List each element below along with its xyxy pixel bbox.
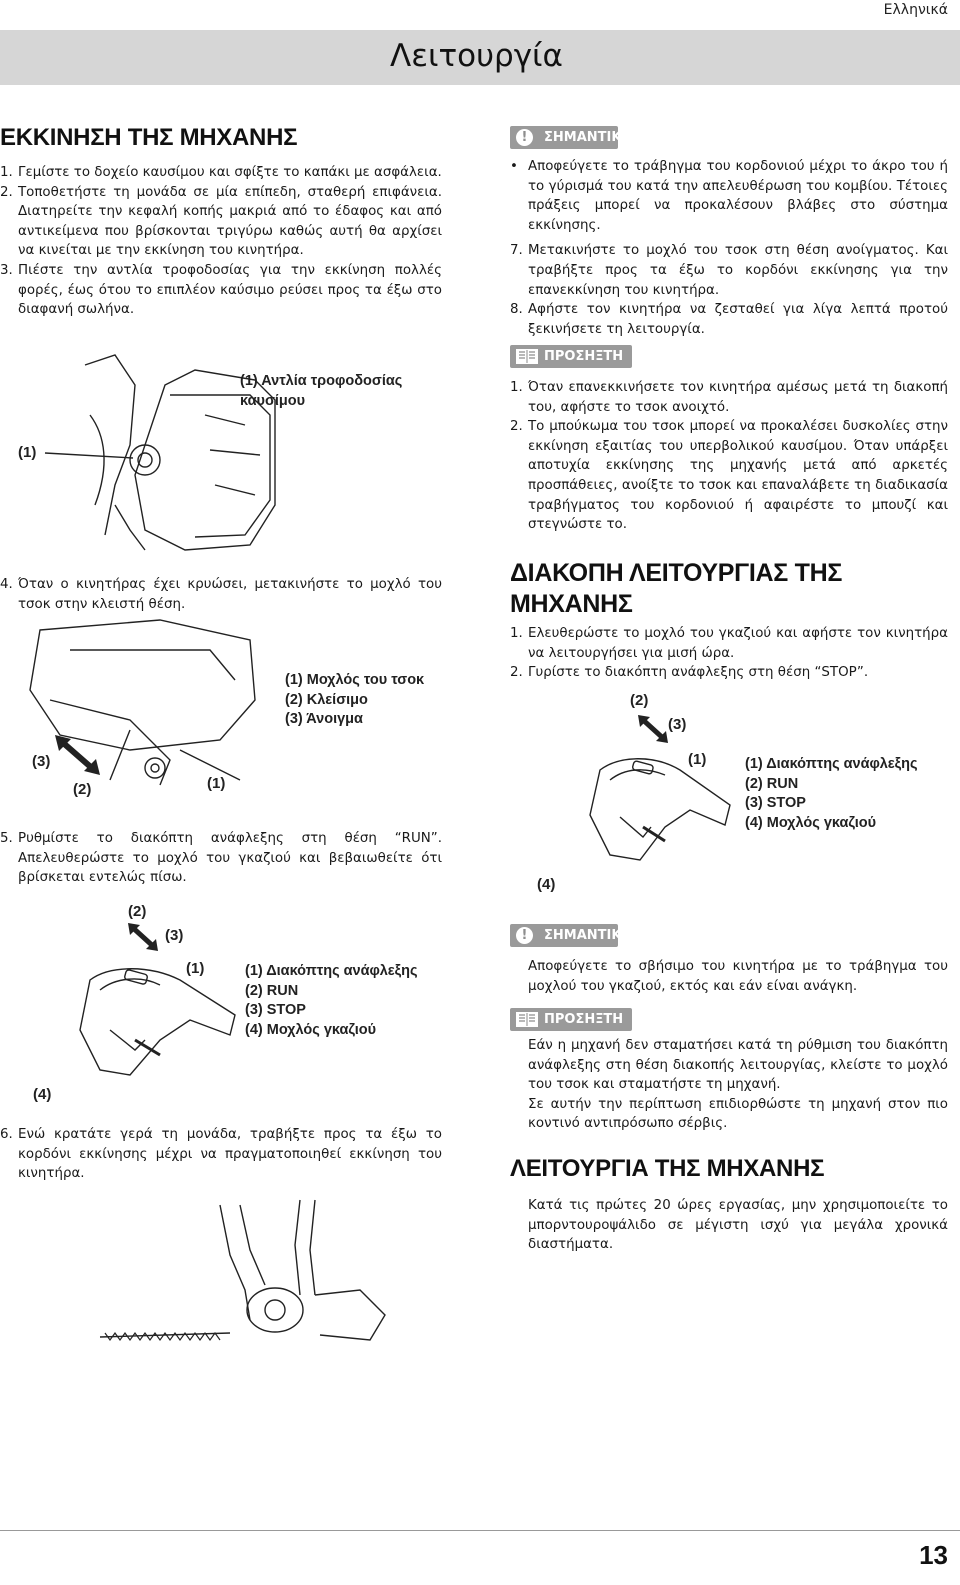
note-book-icon xyxy=(516,349,538,364)
fig2-caption-2: (2) Κλείσιμο xyxy=(285,691,368,708)
fig3-caption-4: (4) Μοχλός γκαζιού xyxy=(245,1021,377,1038)
fig1-marker-1: (1) xyxy=(18,444,37,461)
page-number: 13 xyxy=(919,1540,948,1570)
fig2-marker-3: (3) xyxy=(32,753,51,770)
stop-step-1: 1. Ελευθερώστε το μοχλό του γκαζιού και αφήστε τον κινητήρα να λειτουργήσει για μισή ώρα. xyxy=(510,626,948,661)
important-block-1 xyxy=(510,157,948,339)
step-4: 4. Όταν ο κινητήρας έχει κρυώσει, μετακινήστε το μοχλό του τσοκ στην κλειστή θέση. xyxy=(0,577,442,612)
operation-heading-block xyxy=(510,1155,940,1183)
fig4-caption-4: (4) Μοχλός γκαζιού xyxy=(745,814,877,831)
fig3-caption-2: (2) RUN xyxy=(245,982,299,999)
note-item-2: 2. Το μπούκωμα του τσοκ μπορεί να προκαλέσει δυσκολίες στην εκκίνηση εξαιτίας του υπερβολικού καυσίμου. Όταν υπάρξει αποτυχία εκκίνησης της μηχανής μετά από αρκετές προσπάθειες, ανοίξτε το τσοκ και επαναλάβετε τη διαδικασία τραβήγματος του κορδονιού ή αφαιρέστε το μπουζί και στεγνώστε το. xyxy=(510,419,948,533)
note-badge-2: ΠΡΟΣΗΞΤΗ xyxy=(510,1008,632,1031)
language-label: Ελληνικά xyxy=(883,2,948,18)
fig3-marker-3: (3) xyxy=(165,927,184,944)
fig4-marker-1: (1) xyxy=(688,751,707,768)
note-block-1 xyxy=(510,378,948,535)
fig3-caption-3: (3) STOP xyxy=(245,1002,306,1018)
title-bar xyxy=(0,30,960,85)
fig1-caption: (1) Αντλία τροφοδοσίας καυσίμου xyxy=(240,373,403,409)
open-close-arrow-icon xyxy=(55,735,100,775)
fig2-caption-1: (1) Μοχλός του τσοκ xyxy=(285,672,425,688)
step-4-block xyxy=(0,575,442,614)
step-1: 1. Γεμίστε το δοχείο καυσίμου και σφίξτε το καπάκι με ασφάλεια. xyxy=(0,165,442,180)
step-2: 2. Τοποθετήστε τη μονάδα σε μία επίπεδη, σταθερή επιφάνεια. Διατηρείτε την κεφαλή κοπής μακριά από το έδαφος και από αντικείμενα που βρίσκονται τριγύρω καθώς αυτή θα αρχίσει να κινείται με την εκκίνηση του κινητήρα. xyxy=(0,184,442,259)
fig2-marker-2: (2) xyxy=(73,781,92,798)
step-5-block xyxy=(0,829,442,888)
operation-text: Κατά τις πρώτες 20 ώρες εργασίας, μην χρησιμοποιείτε το μπορντουροψάλιδο σε μέγιστη ισχύ για μεγάλα χρονικά διαστήματα. xyxy=(528,1198,948,1253)
ignition-switch-illustration xyxy=(70,960,240,1080)
note-book-icon xyxy=(516,1012,538,1027)
fig2-marker-1: (1) xyxy=(207,775,226,792)
section-heading-stop-engine: ΔΙΑΚΟΠΗ ΛΕΙΤΟΥΡΓΙΑΣ ΤΗΣ ΜΗΧΑΝΗΣ xyxy=(510,559,843,618)
fig3-caption-1: (1) Διακόπτης ανάφλεξης xyxy=(245,963,418,979)
ignition-switch-illustration-2 xyxy=(585,755,735,865)
stop-steps xyxy=(510,624,948,683)
note-badge-1: ΠΡΟΣΗΞΤΗ xyxy=(510,345,632,368)
step-6: 6. Ενώ κρατάτε γερά τη μονάδα, τραβήξτε προς τα έξω το κορδόνι εκκίνησης μέχρι να πραγματοποιηθεί εκκίνηση του κινητήρα. xyxy=(0,1127,442,1182)
step-5: 5. Ρυθμίστε το διακόπτη ανάφλεξης στη θέση “RUN”. Απελευθερώστε το μοχλό του γκαζιού και βεβαιωθείτε ότι βρίσκεται εντελώς πίσω. xyxy=(0,831,442,886)
fig4-marker-3: (3) xyxy=(668,716,687,733)
note-text-2a: Εάν η μηχανή δεν σταματήσει κατά τη ρύθμιση του διακόπτη ανάφλεξης στη θέση διακοπής λειτουργίας, κλείστε το μοχλό του τσοκ και σταματήστε τη μηχανή. xyxy=(528,1038,948,1093)
fig4-caption-2: (2) RUN xyxy=(745,775,799,792)
section-heading-operation: ΛΕΙΤΟΥΡΓΙΑ ΤΗΣ ΜΗΧΑΝΗΣ xyxy=(510,1155,825,1182)
run-stop-arrow-icon xyxy=(128,923,158,951)
important-badge-1: ! ΣΗΜΑΝΤΙΚΟ xyxy=(510,126,618,149)
step-8: 8. Αφήστε τον κινητήρα να ζεσταθεί για λίγα λεπτά προτού ξεκινήσετε τη λειτουργία. xyxy=(510,302,948,337)
note-block-2 xyxy=(528,1036,948,1134)
page-title: Λειτουργία xyxy=(390,38,563,74)
fig3-marker-2: (2) xyxy=(128,903,147,920)
fig3-captions xyxy=(245,962,445,1040)
fig3-marker-4: (4) xyxy=(33,1086,52,1103)
operation-block xyxy=(528,1196,948,1255)
stop-engine-heading-block xyxy=(510,558,890,620)
left-column xyxy=(0,124,445,152)
fig4-caption-3: (3) STOP xyxy=(745,795,806,811)
warning-icon: ! xyxy=(516,927,533,944)
important-badge-2: ! ΣΗΜΑΝΤΙΚΟ xyxy=(510,924,618,947)
start-steps xyxy=(0,163,442,320)
warning-icon: ! xyxy=(516,129,533,146)
note-text-2b: Σε αυτήν την περίπτωση επιδιορθώστε τη μηχανή στον πιο κοντινό αντιπρόσωπο σέρβις. xyxy=(528,1096,948,1132)
important-bullet-1: • Αποφεύγετε το τράβηγμα του κορδονιού μέχρι το άκρο του ή το γύρισμά του κατά την απελευθέρωση του κομβίου. Τέτοιες πράξεις μπορεί να προκαλέσουν βλάβες στο σύστημα εκκίνησης. xyxy=(510,159,948,233)
fig4-marker-4: (4) xyxy=(537,876,556,893)
fig2-caption-3: (3) Άνοιγμα xyxy=(285,711,363,727)
fig4-caption-1: (1) Διακόπτης ανάφλεξης xyxy=(745,756,918,772)
note-item-1: 1. Όταν επανεκκινήσετε τον κινητήρα αμέσως μετά τη διακοπή του, αφήστε το τσοκ ανοιχτό. xyxy=(510,380,948,415)
footer-divider xyxy=(0,1530,960,1531)
run-stop-arrow-icon-2 xyxy=(638,715,668,743)
important-block-2 xyxy=(528,957,948,996)
step-6-block xyxy=(0,1125,442,1184)
fig3-marker-1: (1) xyxy=(186,960,205,977)
step-7: 7. Μετακινήστε το μοχλό του τσοκ στη θέση ανοίγματος. Και τραβήξτε προς τα έξω το κορδόνι εκκίνησης για την επανεκκίνηση του κινητήρα. xyxy=(510,243,948,298)
section-heading-start-engine: ΕΚΚΙΝΗΣΗ ΤΗΣ ΜΗΧΑΝΗΣ xyxy=(0,124,298,151)
fig1-leader-line xyxy=(45,450,135,460)
fig4-marker-2: (2) xyxy=(630,692,649,709)
step-3: 3. Πιέστε την αντλία τροφοδοσίας για την εκκίνηση πολλές φορές, έως ότου το επιπλέον καύσιμο ρεύσει προς τα έξω στο διαφανή σωλήνα. xyxy=(0,262,442,318)
important-text-2: Αποφεύγετε το σβήσιμο του κινητήρα με το τράβηγμα του μοχλού του γκαζιού, εκτός και εάν είναι ανάγκη. xyxy=(528,959,948,994)
stop-step-2: 2. Γυρίστε το διακόπτη ανάφλεξης στη θέση “STOP”. xyxy=(510,665,869,681)
fig2-captions xyxy=(285,671,465,730)
pull-start-illustration xyxy=(100,1195,410,1345)
fig4-captions xyxy=(745,755,950,833)
